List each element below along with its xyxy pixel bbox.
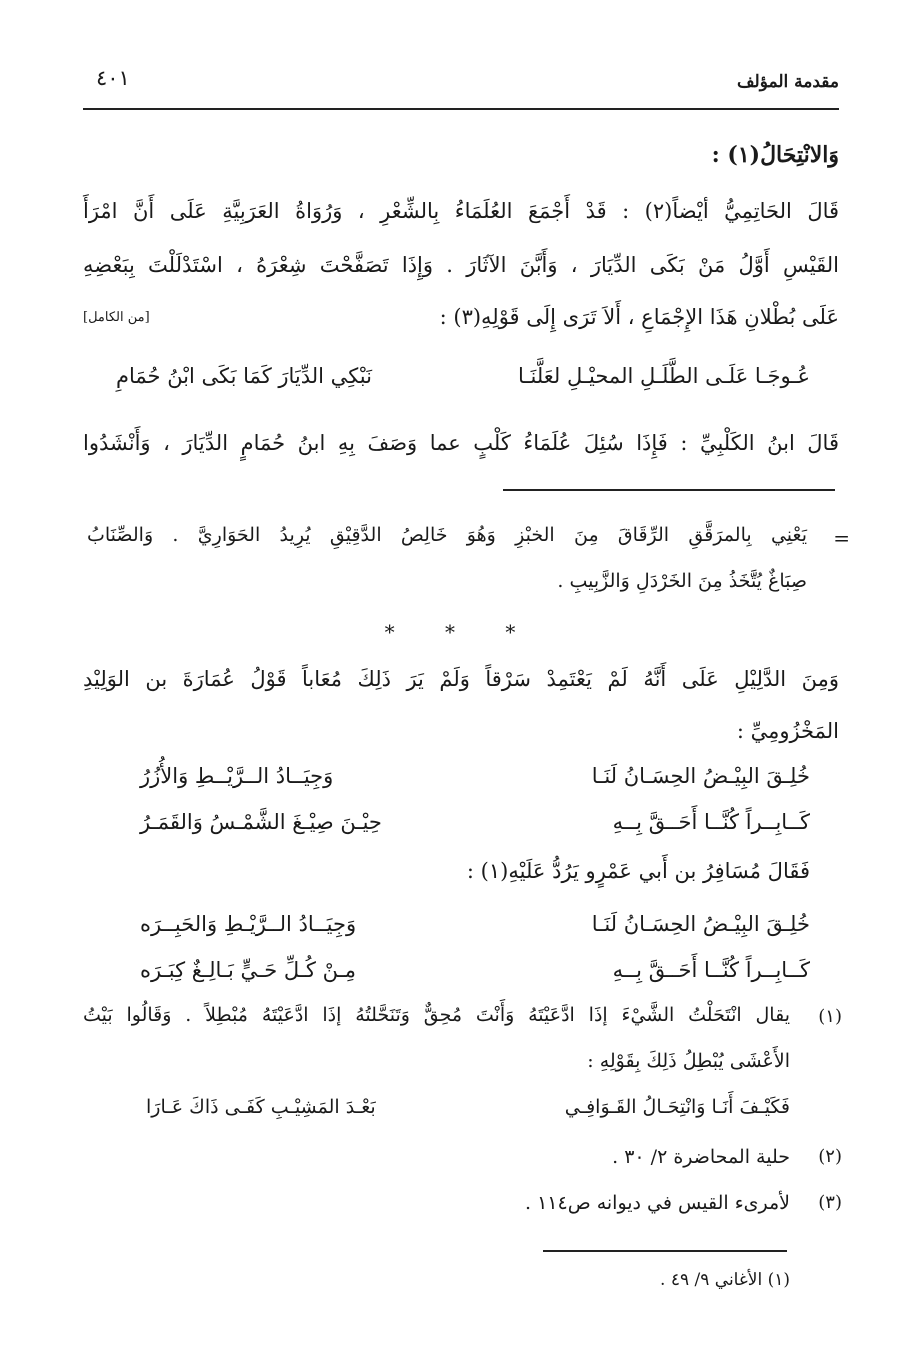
running-header-title: مقدمة المؤلف — [736, 72, 839, 92]
meter-label: [من الكامل] — [83, 310, 150, 325]
section-heading: وَالانْتِحَالُ(١) : — [711, 142, 839, 168]
verse-hemistich-left: وَجِيَــادُ الــرَّيْـطِ وَالحَبِــرَه — [140, 912, 357, 936]
paragraph-line: عَلَى بُطْلانِ هَذَا الإِجْمَاعِ ، أَلاَ تَرَى إِلَى قَوْلِهِ(٣) : — [439, 305, 839, 329]
continuation-marker: = — [833, 526, 850, 550]
footnote-line: الأَعْشَى يُبْطِلُ ذَلِكَ بِقَوْلِهِ : — [587, 1050, 790, 1072]
verse-hemistich-right: كَــابِــراً كُنَّــا أَحَــقَّ بِــهِ — [612, 958, 810, 982]
paragraph-line: قَالَ الحَاتِمِيُّ أيْضاً(٢) : قَدْ أَجْمَعَ العُلَمَاءُ بِالشِّعْرِ ، وَرُوَاةُ العَرَبِيَّةِ عَلَى أَنَّ امْرَأَ — [83, 199, 840, 223]
verse-hemistich-left: حِيْـنَ صِيْـغَ الشَّمْـسُ وَالقَمَـرُ — [140, 810, 382, 834]
footnote-verse-left: بَعْـدَ المَشِيْـبِ كَفَـى ذَاكَ عَـارَا — [146, 1096, 376, 1118]
page-number: ٤٠١ — [96, 66, 130, 90]
paragraph-line: قَالَ ابنُ الكَلْبِيِّ : فَإِذَا سُئِلَ عُلَمَاءُ كَلْبٍ عما وَصَفَ بِهِ ابنُ حُمَامٍ الدِّيَارَ ، وَأَنْشَدُوا — [83, 431, 839, 455]
verse-hemistich-right: كَــابِــراً كُنَّــا أَحَــقَّ بِــهِ — [612, 810, 810, 834]
footnote-text: لأمرىء القيس في ديوانه ص١١٤ . — [524, 1192, 790, 1214]
header-rule — [83, 108, 839, 110]
verse-hemistich-left: نَبْكِي الدِّيَارَ كَمَا بَكَى ابْنُ حُمَامِ — [116, 364, 372, 388]
footnote-number: (٢) — [818, 1146, 842, 1167]
verse-hemistich-left: مِـنْ كُـلِّ حَـيٍّ بَـالِـغٌ كِبَـرَه — [140, 958, 356, 982]
verse-hemistich-right: خُلِـقَ البِيْـضُ الحِسَـانُ لَنَـا — [591, 764, 810, 788]
paragraph-line: فَقَالَ مُسَافِرُ بن أَبي عَمْرٍو يَرُدُّ عَلَيْهِ(١) : — [466, 859, 810, 883]
footnote-rule — [543, 1250, 787, 1252]
verse-hemistich-left: وَجِيَــادُ الــرَّيْــطِ وَالأُزُرُ — [140, 764, 334, 788]
continuation-note-line: يَعْنِي بِالمرَقَّقِ الرِّقَاقَ مِنَ الخبْزِ وَهُوَ خَالِصُ الدَّقِيْقِ يُرِيدُ الحَوَارِيَّ . وَالصِّنَابُ — [87, 524, 807, 546]
footnote-verse-right: فَكَيْـفَ أَنَـا وَانْتِحَـالُ القَـوَافِـي — [564, 1096, 790, 1118]
footnote-number: (١) — [818, 1006, 842, 1027]
footnote-rule — [503, 489, 835, 491]
footnote-line: يقال انْتَحَلْتُ الشَّيْءَ إذَا ادَّعَيْتَهُ وَأَنْتَ مُحِقٌّ وَتَنَحَّلتُهُ إذَا ادَّعَيْتَهُ مُبْطِلاً . وَقَالُوا بَيْتُ — [83, 1004, 790, 1026]
paragraph-line: المَخْزُومِيِّ : — [736, 719, 839, 743]
verse-hemistich-right: خُلِـقَ البِيْـضُ الحِسَـانُ لَنَـا — [591, 912, 810, 936]
bottom-footnote: (١) الأغاني ٩/ ٤٩ . — [660, 1270, 790, 1290]
continuation-note-line: صِبَاغٌ يُتَّخَذُ مِنَ الخَرْدَلِ وَالزَّبِيبِ . — [557, 570, 807, 592]
footnote-text: حلية المحاضرة ٢/ ٣٠ . — [612, 1146, 790, 1168]
paragraph-line: القَيْسِ أَوَّلُ مَنْ بَكَى الدِّيَارَ ، وَأَبَّنَ الآثَارَ . وَإِذَا تَصَفَّحْتَ شِعْرَهُ ، اسْتَدْلَلْتَ بِبَعْضِهِ — [83, 253, 839, 277]
section-separator: * * * — [384, 620, 538, 644]
verse-hemistich-right: عُـوجَـا عَلَـى الطَّلَـلِ المحيْـلِ لعَلَّنَـا — [517, 364, 810, 388]
footnote-number: (٣) — [818, 1192, 842, 1213]
paragraph-line: وَمِنَ الدَّلِيْلِ عَلَى أَنَّهُ لَمْ يَعْتَمِدْ سَرْقاً وَلَمْ يَرَ ذَلِكَ مُعَاباً قَوْلُ عُمَارَةَ بن الوَلِيْدِ — [83, 667, 839, 691]
